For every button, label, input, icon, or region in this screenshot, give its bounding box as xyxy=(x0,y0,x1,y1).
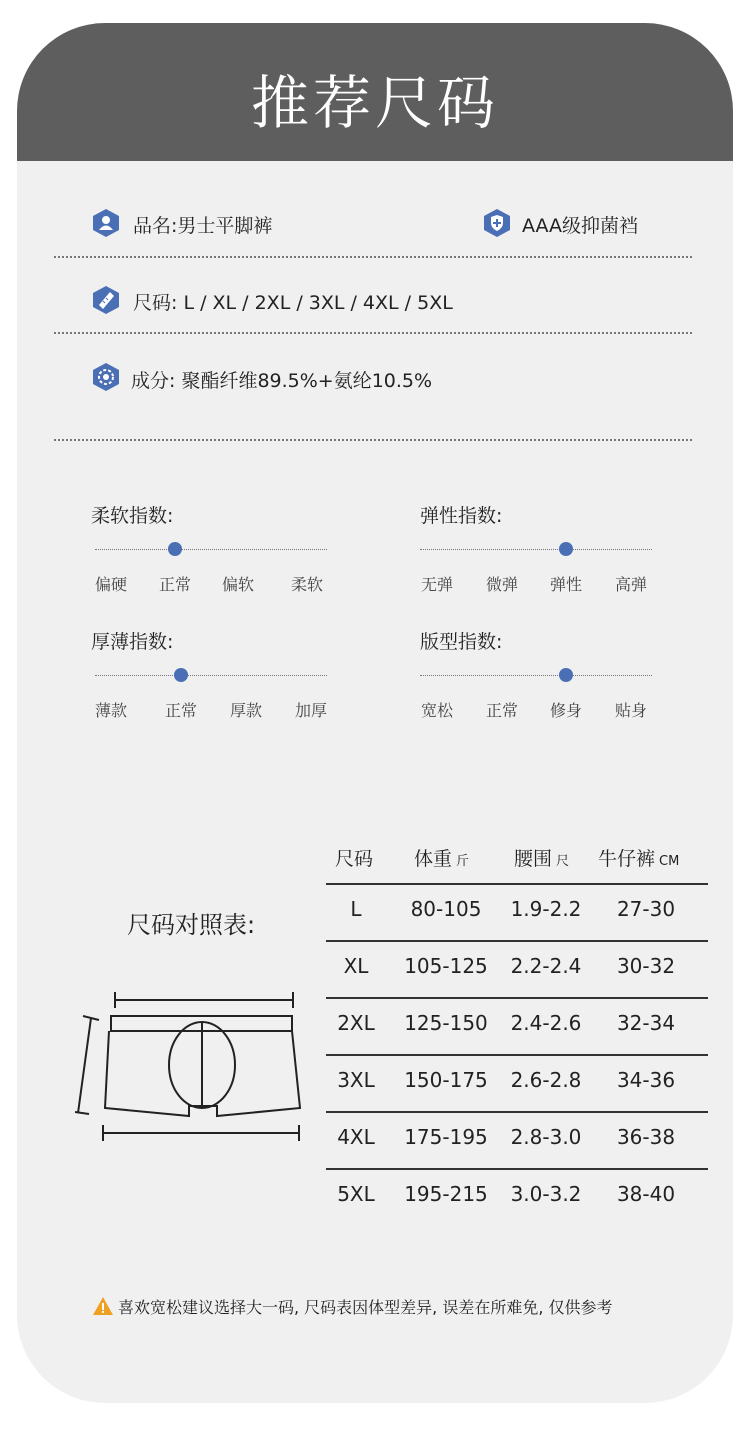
user-icon xyxy=(93,209,119,237)
table-cell: 27-30 xyxy=(616,897,676,921)
scale-knob xyxy=(559,542,573,556)
table-cell: 2.8-3.0 xyxy=(510,1125,582,1149)
scale-option: 宽松 xyxy=(420,701,453,720)
column-header-weight: 体重 斤 xyxy=(414,848,470,870)
table-cell: 3.0-3.2 xyxy=(510,1182,582,1206)
table-cell: 2.6-2.8 xyxy=(510,1068,582,1092)
scale-option: 贴身 xyxy=(614,701,647,720)
table-row xyxy=(326,1168,708,1225)
ruler-icon xyxy=(93,286,119,314)
divider xyxy=(54,256,692,258)
table-row xyxy=(326,940,708,997)
divider xyxy=(54,439,692,441)
table-cell: 2XL xyxy=(337,1011,375,1035)
fit-index-label: 版型指数: xyxy=(420,631,503,653)
warning-icon xyxy=(92,1296,114,1316)
table-row xyxy=(326,997,708,1054)
column-header-jeans: 牛仔裤 CM xyxy=(598,848,680,870)
table-row xyxy=(326,1054,708,1111)
thickness-index-label: 厚薄指数: xyxy=(91,631,174,653)
size-guide-card xyxy=(17,23,733,1403)
scale-option: 加厚 xyxy=(294,701,327,720)
table-cell: 38-40 xyxy=(616,1182,676,1206)
fit-scale xyxy=(420,668,652,718)
thickness-scale xyxy=(95,668,327,718)
divider xyxy=(54,332,692,334)
table-cell: 105-125 xyxy=(404,954,488,978)
gear-badge-icon xyxy=(93,363,119,391)
scale-option: 微弹 xyxy=(485,575,518,594)
elasticity-index-label: 弹性指数: xyxy=(420,505,503,527)
scale-knob xyxy=(174,668,188,682)
scale-knob xyxy=(559,668,573,682)
table-cell: 30-32 xyxy=(616,954,676,978)
table-cell: 195-215 xyxy=(404,1182,488,1206)
table-cell: 32-34 xyxy=(616,1011,676,1035)
size-list: 尺码: L / XL / 2XL / 3XL / 4XL / 5XL xyxy=(133,292,453,314)
shield-plus-icon xyxy=(484,209,510,237)
underwear-diagram xyxy=(75,986,305,1151)
product-name: 品名:男士平脚裤 xyxy=(133,215,273,237)
scale-option: 正常 xyxy=(164,701,197,720)
scale-option: 无弹 xyxy=(420,575,453,594)
scale-option: 弹性 xyxy=(549,575,582,594)
scale-option: 修身 xyxy=(549,701,582,720)
scale-option: 薄款 xyxy=(94,701,127,720)
table-row xyxy=(326,1111,708,1168)
scale-option: 柔软 xyxy=(290,575,323,594)
scale-option: 偏硬 xyxy=(94,575,127,594)
table-cell: 80-105 xyxy=(410,897,482,921)
table-cell: 5XL xyxy=(337,1182,375,1206)
antibacterial-badge: AAA级抑菌裆 xyxy=(522,215,639,237)
column-header-waist: 腰围 尺 xyxy=(514,848,570,870)
table-cell: 2.2-2.4 xyxy=(510,954,582,978)
scale-option: 偏软 xyxy=(221,575,254,594)
table-cell: 36-38 xyxy=(616,1125,676,1149)
table-cell: 1.9-2.2 xyxy=(510,897,582,921)
column-header-size: 尺码 xyxy=(335,848,374,870)
table-cell: 2.4-2.6 xyxy=(510,1011,582,1035)
softness-scale xyxy=(95,542,327,592)
elasticity-scale xyxy=(420,542,652,592)
size-chart-title: 尺码对照表: xyxy=(127,911,256,939)
scale-option: 厚款 xyxy=(229,701,262,720)
page-title: 推荐尺码 xyxy=(250,69,499,137)
table-cell: XL xyxy=(343,954,369,978)
table-row xyxy=(326,883,708,940)
table-cell: 175-195 xyxy=(404,1125,488,1149)
table-cell: 125-150 xyxy=(404,1011,488,1035)
material-composition: 成分: 聚酯纤维89.5%+氨纶10.5% xyxy=(131,370,433,392)
scale-option: 高弹 xyxy=(614,575,647,594)
softness-index-label: 柔软指数: xyxy=(91,505,174,527)
sizing-tip: 喜欢宽松建议选择大一码, 尺码表因体型差异, 误差在所难免, 仅供参考 xyxy=(118,1298,613,1317)
table-cell: 3XL xyxy=(337,1068,375,1092)
scale-option: 正常 xyxy=(158,575,191,594)
table-cell: 150-175 xyxy=(404,1068,488,1092)
table-cell: 34-36 xyxy=(616,1068,676,1092)
table-cell: L xyxy=(350,897,362,921)
scale-option: 正常 xyxy=(485,701,518,720)
table-cell: 4XL xyxy=(337,1125,375,1149)
scale-knob xyxy=(168,542,182,556)
